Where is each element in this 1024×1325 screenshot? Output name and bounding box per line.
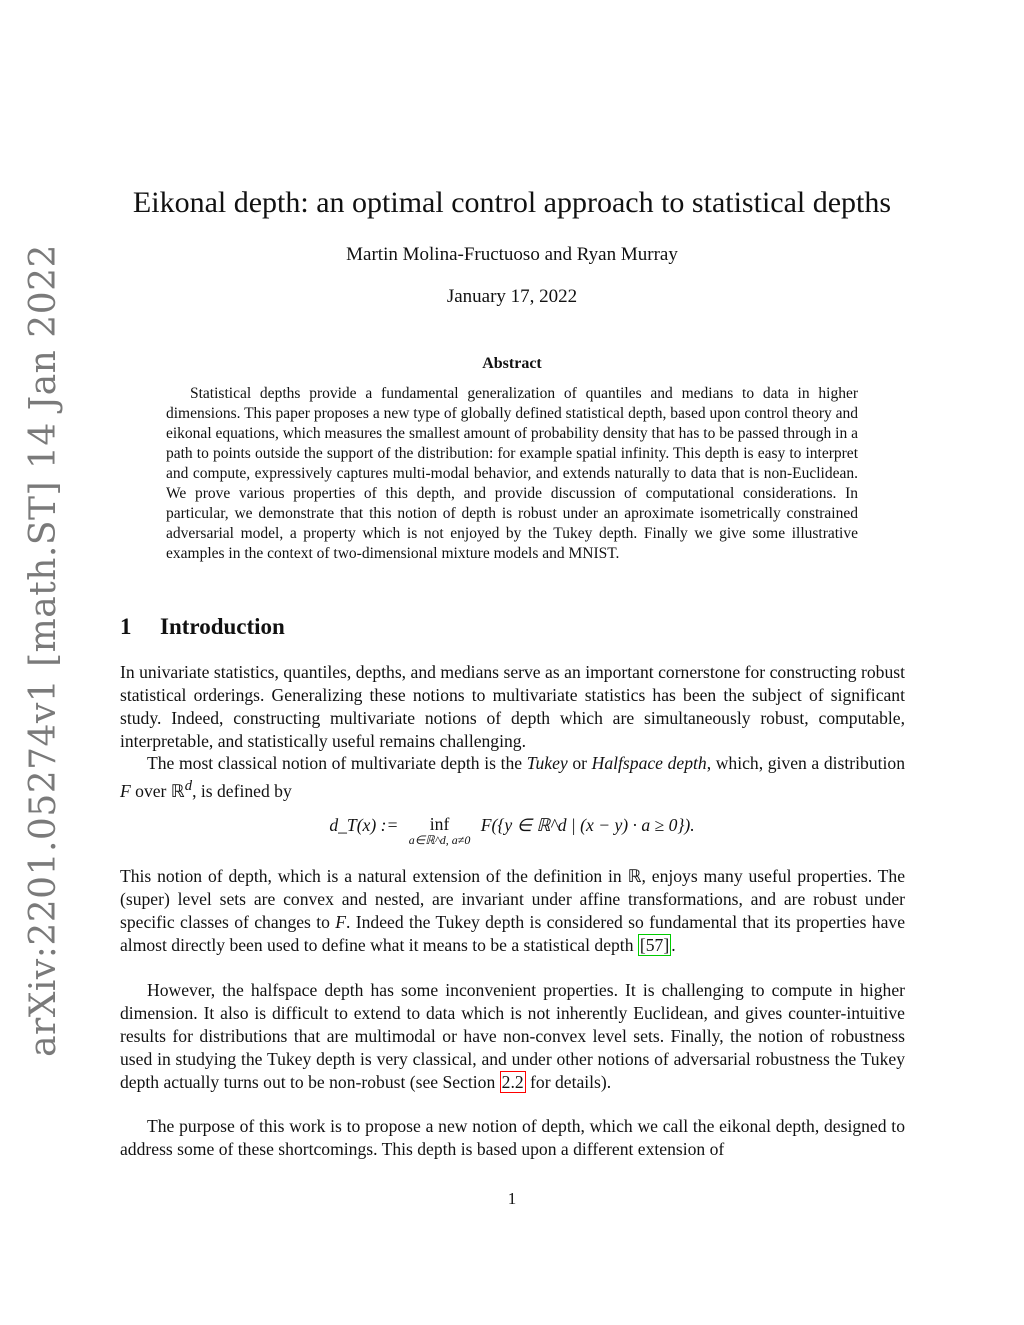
paragraph-text: The purpose of this work is to propose a new notion of depth, which we call the eikonal depth, designed to address some of these shortcomings. This depth is based upon a different extension of: [120, 1116, 905, 1159]
formula-lhs: d_T(x) :=: [329, 815, 399, 835]
tukey-depth-formula: [0, 815, 1024, 847]
text-run: , is defined by: [192, 780, 292, 801]
formula-inf-subscript: a∈ℝ^d, a≠0: [408, 833, 471, 847]
section-title: Introduction: [160, 614, 285, 639]
paper-title: Eikonal depth: an optimal control approach to statistical depths: [132, 186, 892, 219]
intro-paragraph-4: [120, 979, 905, 1094]
section-heading-introduction: [120, 614, 285, 640]
section-number: 1: [120, 614, 132, 639]
math-variable: F: [120, 780, 131, 801]
page-number: 1: [507, 1189, 517, 1208]
text-run: .: [671, 935, 676, 955]
text-run: The most classical notion of multivariate depth is the: [147, 753, 527, 773]
text-run: However, the halfspace depth has some inconvenient properties. It is challenging to compute in higher dimension. It also is difficult to extend to data which is not inherently Euclidean, and gives counter-intuitive results for distributions that are multimodal or have non-convex level sets. Finally, the notion of robustness used in studying the Tukey depth is very classical, and under other notions of adversarial robustness the Tukey depth actually turns out to be non-robust (see Section: [120, 980, 905, 1092]
paragraph-text: [120, 865, 905, 957]
intro-paragraph-5: [120, 1115, 905, 1161]
text-run: This notion of depth, which is a natural extension of the definition in ℝ, enjoys many useful properties. The (super) level sets are convex and nested, are invariant under affine transformations, and are robust under specific classes of changes to: [120, 866, 905, 932]
paragraph-text: [120, 752, 905, 803]
halfspace-depth-term: Halfspace depth: [591, 753, 707, 773]
paragraph-text: [120, 979, 905, 1094]
tukey-term: Tukey: [526, 753, 568, 773]
intro-paragraph-2: [120, 752, 905, 803]
citation-link[interactable]: [57]: [639, 935, 670, 955]
abstract-body: Statistical depths provide a fundamental generalization of quantiles and medians to data in higher dimensions. This paper proposes a new type of globally defined statistical depth, based upon control theory and eikonal equations, which measures the smallest amount of probability density that has to be passed through in a path to points outside the support of the distribution: for example spatial infinity. This depth is easy to interpret and compute, expressively captures multi-modal behavior, and extends naturally to data that is non-Euclidean. We prove various properties of this depth, and provide discussion of computational considerations. In particular, we demonstrate that this notion of depth is robust under an aproximate isometrically constrained adversarial model, a property which is not enjoyed by the Tukey depth. Finally we give some illustrative examples in the context of two-dimensional mixture models and MNIST.: [166, 385, 858, 562]
text-run: , which, given a distribution: [706, 753, 905, 773]
paper-authors: Martin Molina-Fructuoso and Ryan Murray: [346, 244, 678, 265]
text-run: or: [567, 753, 592, 773]
math-variable: F: [335, 912, 347, 932]
paragraph-text: In univariate statistics, quantiles, depths, and medians serve as an important cornerstone for constructing robust statistical orderings. Generalizing these notions to multivariate statistics has been the subject of significant study. Indeed, constructing multivariate notions of depth which are simultaneously robust, computable, interpretable, and statistically useful remains challenging.: [120, 662, 905, 751]
formula-rhs: F({y ∈ ℝ^d | (x − y) · a ≥ 0}).: [480, 815, 695, 835]
text-run: over ℝ: [130, 780, 185, 801]
abstract-heading: Abstract: [482, 355, 542, 372]
intro-paragraph-3: [120, 865, 905, 957]
intro-paragraph-1: [120, 661, 905, 753]
formula-infimum: [409, 815, 471, 847]
math-superscript: d: [184, 778, 193, 794]
paper-date: January 17, 2022: [446, 286, 578, 307]
section-reference-link[interactable]: 2.2: [501, 1072, 524, 1092]
arxiv-identifier-text: arXiv:2201.05274v1 [math.ST] 14 Jan 2022: [22, 243, 64, 1057]
text-run: . Indeed the Tukey depth is considered so fundamental that its properties have almost directly been used to define what it means to be a statistical depth: [120, 912, 906, 955]
formula-inf-word: inf: [429, 814, 450, 834]
text-run: for details).: [525, 1072, 612, 1092]
arxiv-identifier-stamp: [18, 243, 68, 1057]
